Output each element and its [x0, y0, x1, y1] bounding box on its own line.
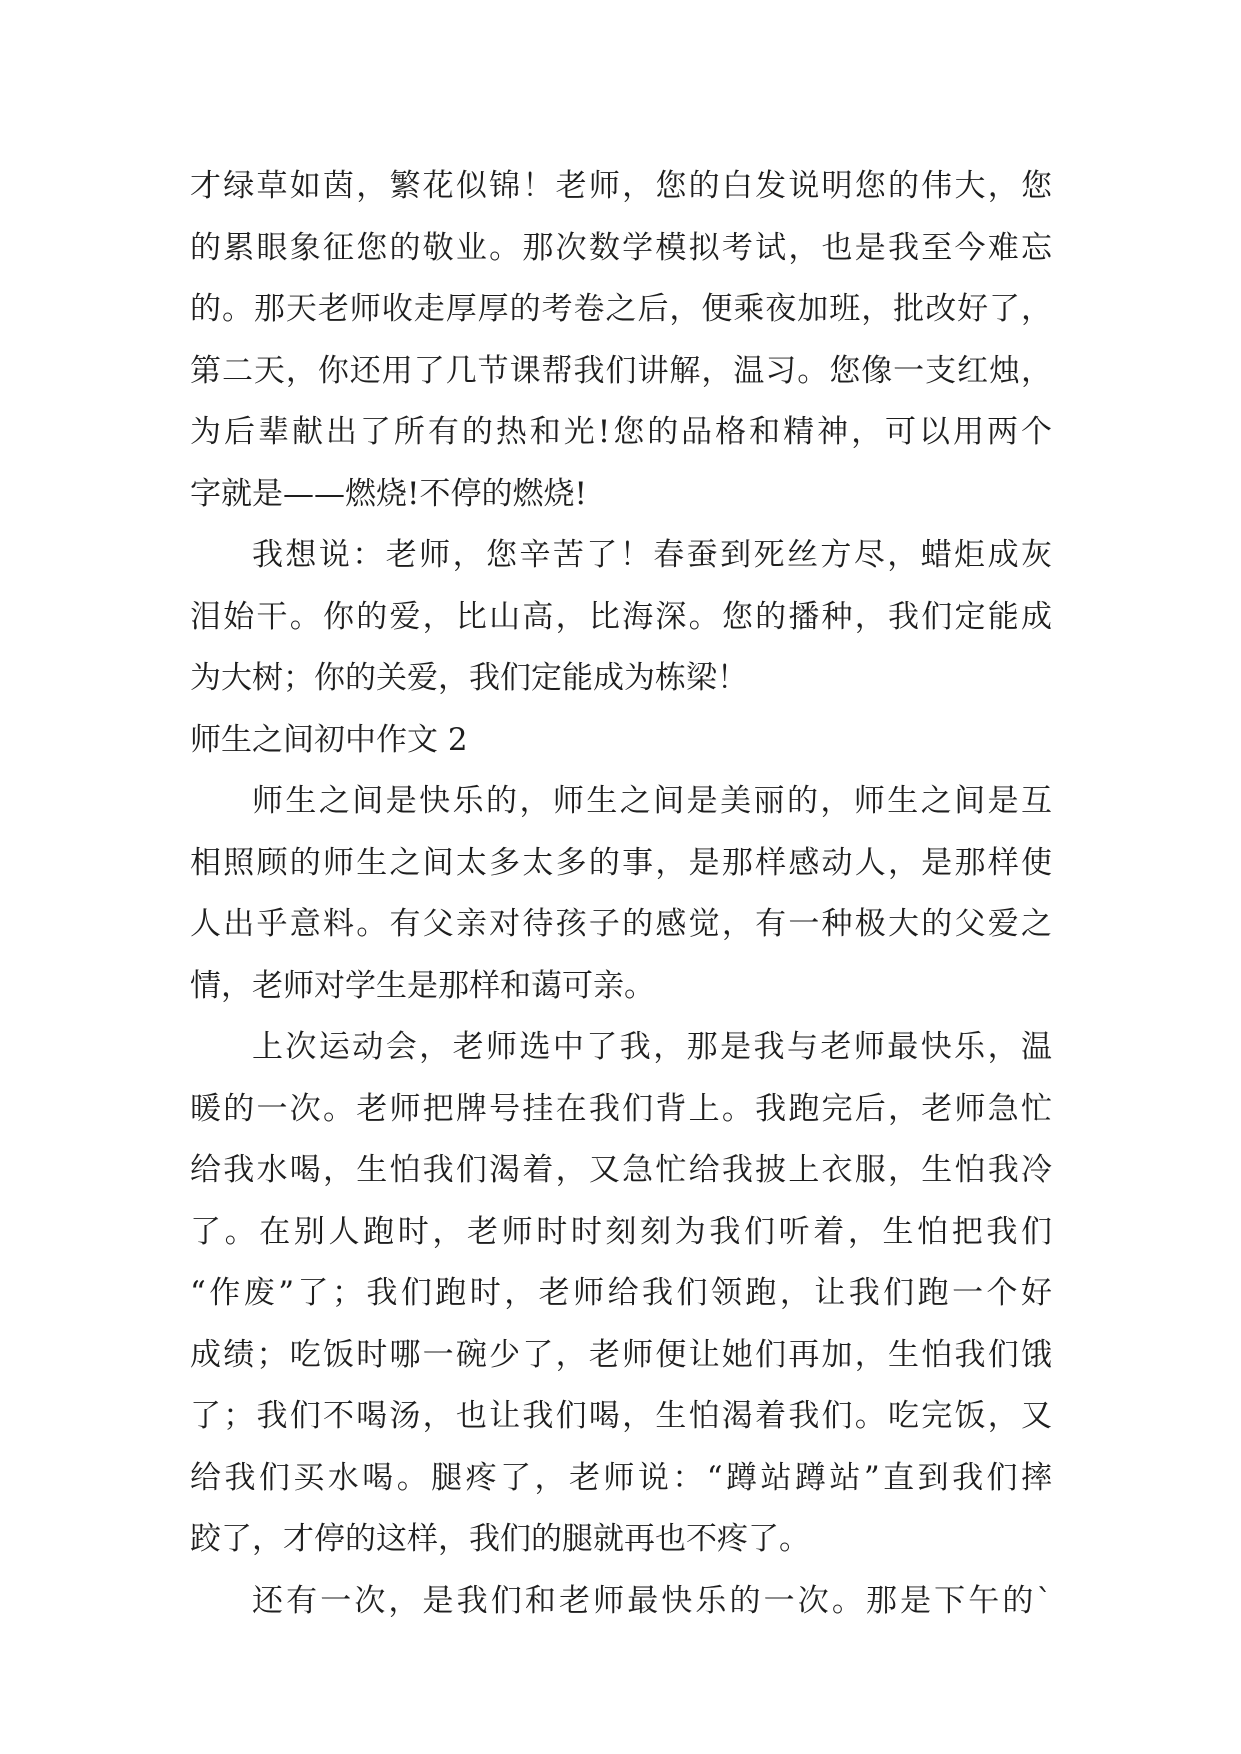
text-line: “作废”了；我们跑时，老师给我们领跑，让我们跑一个好 [190, 1275, 1052, 1311]
text-line: 的累眼象征您的敬业。那次数学模拟考试，也是我至今难忘 [190, 229, 1052, 266]
text-line: 还有一次，是我们和老师最快乐的一次。那是下午的` [252, 1582, 1052, 1619]
text-line: 第二天，你还用了几节课帮我们讲解，温习。您像一支红烛， [190, 352, 1052, 389]
text-line: 相照顾的师生之间太多太多的事，是那样感动人，是那样使 [190, 844, 1052, 881]
text-line: 了；我们不喝汤，也让我们喝，生怕渴着我们。吃完饭，又 [190, 1398, 1052, 1434]
text-line: 我想说：老师，您辛苦了！春蚕到死丝方尽，蜡炬成灰 [252, 537, 1052, 573]
text-line: 给我们买水喝。腿疼了，老师说：“蹲站蹲站”直到我们摔 [190, 1459, 1052, 1496]
text-line: 暖的一次。老师把牌号挂在我们背上。我跑完后，老师急忙 [190, 1090, 1052, 1127]
text-line: 为大树；你的关爱，我们定能成为栋梁！ [190, 660, 748, 696]
text-line: 跤了，才停的这样，我们的腿就再也不疼了。 [190, 1521, 810, 1557]
paragraph-5 [190, 1571, 1052, 1633]
text-line: 成绩；吃饭时哪一碗少了，老师便让她们再加，生怕我们饿 [190, 1336, 1052, 1373]
paragraph-2 [190, 525, 1052, 710]
text-line: 为后辈献出了所有的热和光!您的品格和精神，可以用两个 [190, 414, 1052, 450]
section-heading: 师生之间初中作文 2 [190, 721, 468, 758]
text-line: 字就是——燃烧!不停的燃烧! [190, 475, 587, 512]
document-body [190, 156, 1052, 1632]
text-line: 的。那天老师收走厚厚的考卷之后，便乘夜加班，批改好了， [190, 291, 1052, 327]
text-line: 情，老师对学生是那样和蔼可亲。 [190, 967, 655, 1004]
text-line: 才绿草如茵，繁花似锦！老师，您的白发说明您的伟大，您 [190, 168, 1052, 204]
paragraph-1 [190, 156, 1052, 525]
text-line: 了。在别人跑时，老师时时刻刻为我们听着，生怕把我们 [190, 1213, 1052, 1250]
text-line: 上次运动会，老师选中了我，那是我与老师最快乐，温 [252, 1029, 1052, 1065]
text-line: 给我水喝，生怕我们渴着，又急忙给我披上衣服，生怕我冷 [190, 1152, 1052, 1188]
text-line: 泪始干。你的爱，比山高，比海深。您的播种，我们定能成 [190, 598, 1052, 635]
paragraph-3 [190, 771, 1052, 1017]
paragraph-4 [190, 1017, 1052, 1571]
text-line: 师生之间是快乐的，师生之间是美丽的，师生之间是互 [252, 783, 1052, 819]
text-line: 人出乎意料。有父亲对待孩子的感觉，有一种极大的父爱之 [190, 906, 1052, 942]
